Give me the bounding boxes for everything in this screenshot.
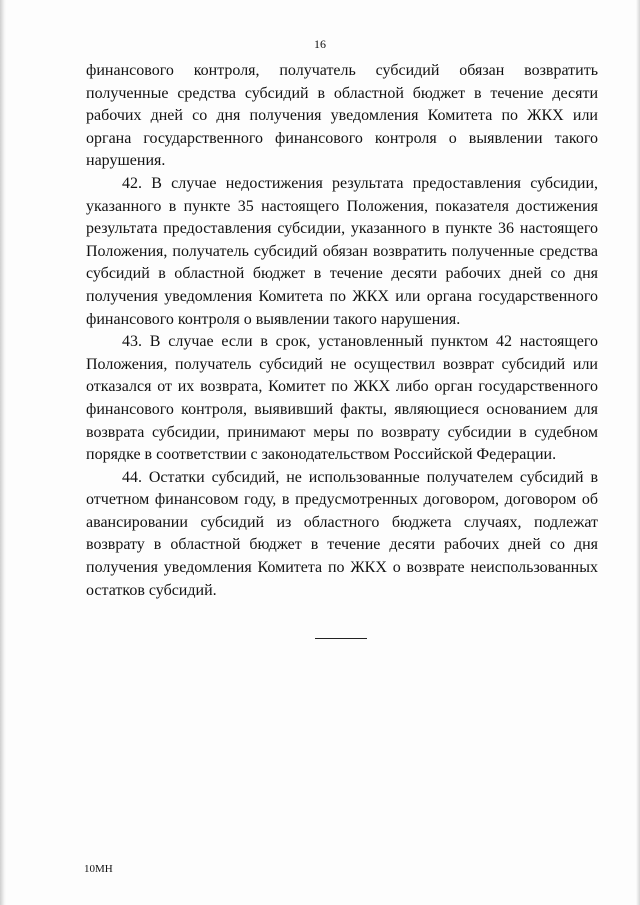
document-body (86, 60, 598, 602)
paragraph-43: 43. В случае если в срок, установленный пунктом 42 настоящего Положения, получатель субсидий не осуществил возврат субсидий или отказался от их возврата, Комитет по ЖКХ либо орган государственного финансового контроля, выявивший факты, являющиеся основанием для возврата субсидии, принимают меры по возврату субсидии в судебном порядке в соответствии с законодательством Российской Федерации. (86, 333, 598, 464)
page-number: 16 (314, 37, 326, 51)
paragraph-continuation: финансового контроля, получатель субсидий обязан возвратить полученные средства субсидий в областной бюджет в течение десяти рабочих дней со дня получения уведомления Комитета по ЖКХ или органа государственного финансового контроля о выявлении такого нарушения. (86, 62, 598, 170)
paragraph-44: 44. Остатки субсидий, не использованные получателем субсидий в отчетном финансовом году, в предусмотренных договором, договором об авансировании субсидий из областного бюджета случаях, подлежат возврату в областной бюджет в течение десяти рабочих дней со дня получения уведомления Комитета по ЖКХ о возврате неиспользованных остатков субсидий. (86, 468, 598, 599)
end-divider-line (315, 638, 367, 639)
paragraph-42: 42. В случае недостижения результата предоставления субсидии, указанного в пункте 35 настоящего Положения, показателя достижения результата предоставления субсидии, указанного в пункте 36 настоящего Положения, получатель субсидий обязан возвратить полученные средства субсидий в областной бюджет в течение десяти рабочих дней со дня получения уведомления Комитета по ЖКХ или органа государственного финансового контроля о выявлении такого нарушения. (86, 174, 598, 328)
footer-code: 10МН (84, 863, 113, 875)
scan-edge-left (0, 0, 6, 905)
scan-edge-right (636, 0, 640, 905)
